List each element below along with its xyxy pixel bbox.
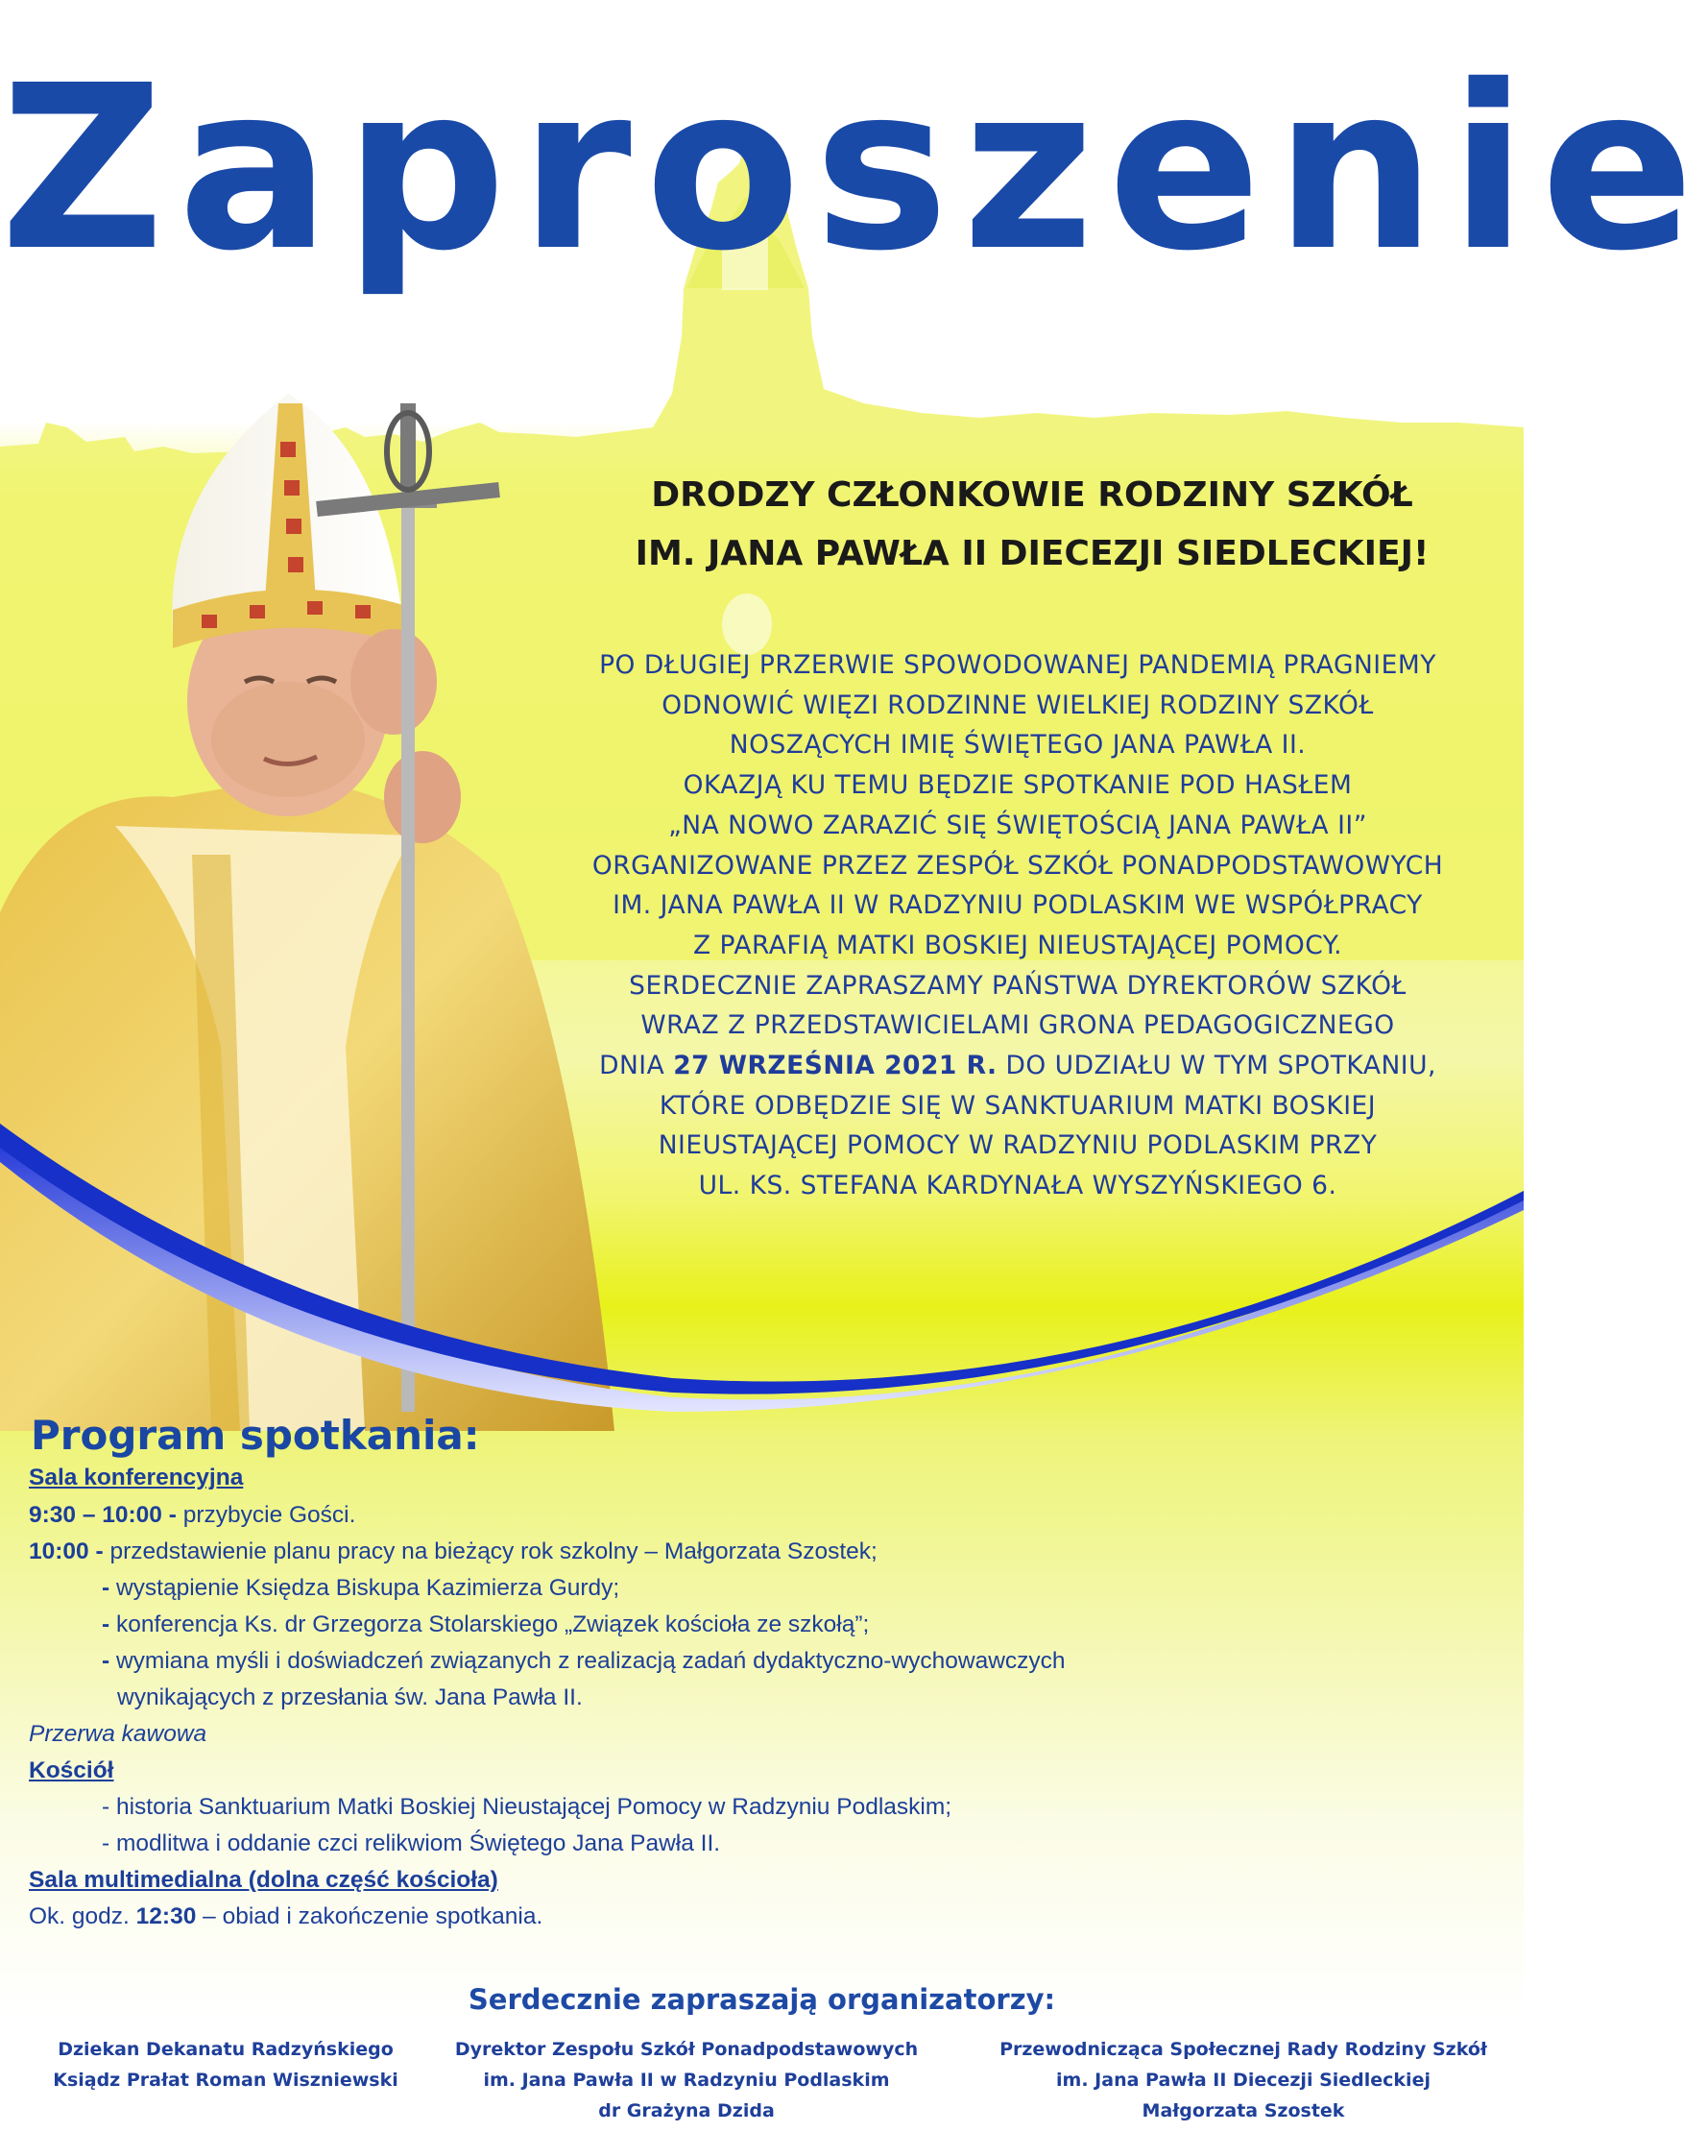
- invite-line-2: ODNOWIĆ WIĘZI RODZINNE WIELKIEJ RODZINY SZKÓŁ: [662, 690, 1374, 720]
- lunch-prefix: Ok. godz.: [29, 1903, 136, 1929]
- signature-right: [970, 2034, 1517, 2126]
- lunch-text: – obiad i zakończenie spotkania.: [196, 1903, 543, 1929]
- invite-line-3: NOSZĄCYCH IMIĘ ŚWIĘTEGO JANA PAWŁA II.: [729, 730, 1307, 761]
- conference-text: konferencja Ks. dr Grzegorza Stolarskiego „Związek kościoła ze szkołą”;: [109, 1611, 870, 1637]
- signature-center-line-2: im. Jana Pawła II w Radzyniu Podlaskim: [483, 2070, 890, 2091]
- program-item-exchange-cont: wynikających z przesłania św. Jana Pawła II.: [117, 1684, 583, 1710]
- invite-line-6: ORGANIZOWANE PRZEZ ZESPÓŁ SZKÓŁ PONADPODSTAWOWYCH: [591, 850, 1444, 881]
- signature-left-line-2: Ksiądz Prałat Roman Wiszniewski: [53, 2070, 398, 2091]
- program-item-exchange: [102, 1648, 1066, 1675]
- invite-line-7: IM. JANA PAWŁA II W RADZYNIU PODLASKIM WE WSPÓŁPRACY: [613, 890, 1423, 921]
- program-item-bishop: [102, 1575, 619, 1602]
- invite-date-line: [518, 1046, 1517, 1086]
- time-1000: 10:00 -: [29, 1538, 104, 1564]
- sala-konferencyjna-label: Sala konferencyjna: [29, 1465, 244, 1490]
- invite-line-4: OKAZJĄ KU TEMU BĘDZIE SPOTKANIE POD HASŁEM: [683, 770, 1353, 801]
- exchange-text: wymiana myśli i doświadczeń związanych z realizacją zadań dydaktyczno-wychowawczych: [109, 1648, 1066, 1674]
- coffee-break-label: Przerwa kawowa: [29, 1721, 207, 1747]
- invite-line-1: PO DŁUGIEJ PRZERWIE SPOWODOWANEJ PANDEMIĄ PRAGNIEMY: [599, 650, 1436, 680]
- heading-line-1: DRODZY CZŁONKOWIE RODZINY SZKÓŁ: [651, 475, 1413, 515]
- signature-center-line-3: dr Grażyna Dzida: [598, 2100, 775, 2121]
- invite-line-12: KTÓRE ODBĘDZIE SIĘ W SANKTUARIUM MATKI BOSKIEJ: [659, 1090, 1377, 1121]
- poster-title: Zaproszenie: [0, 36, 1708, 301]
- heading-line-2: IM. JANA PAWŁA II DIECEZJI SIEDLECKIEJ!: [635, 534, 1430, 573]
- invite-line-10: WRAZ Z PRZEDSTAWICIELAMI GRONA PEDAGOGICZNEGO: [640, 1010, 1395, 1041]
- signature-right-line-1: Przewodnicząca Społecznej Rady Rodziny Szkół: [999, 2039, 1487, 2060]
- kosciol-label: Kościół: [29, 1757, 114, 1783]
- sala-multimedialna-label: Sala multimedialna (dolna część kościoła): [29, 1867, 498, 1893]
- date-prefix: DNIA: [599, 1051, 674, 1081]
- invite-line-8: Z PARAFIĄ MATKI BOSKIEJ NIEUSTAJĄCEJ POMOCY.: [692, 930, 1343, 960]
- dash-1: -: [102, 1575, 110, 1601]
- signature-center: [422, 2034, 950, 2126]
- program-row-arrival: [29, 1502, 355, 1529]
- invite-line-14: UL. KS. STEFANA KARDYNAŁA WYSZYŃSKIEGO 6.: [698, 1171, 1337, 1201]
- program-break: [29, 1721, 206, 1748]
- arrival-time: 9:30 – 10:00 -: [29, 1502, 177, 1528]
- program-kosciol: [29, 1757, 114, 1784]
- program-item-conference: [102, 1611, 869, 1638]
- arrival-text: przybycie Gości.: [176, 1502, 356, 1528]
- signature-left-line-1: Dziekan Dekanatu Radzyńskiego: [58, 2039, 394, 2060]
- invite-line-13: NIEUSTAJĄCEJ POMOCY W RADZYNIU PODLASKIM PRZY: [658, 1130, 1378, 1161]
- blue-wave-decoration: [0, 1104, 1524, 1431]
- program-row-lunch: [29, 1903, 542, 1930]
- invite-line-5: „NA NOWO ZARAZIĆ SIĘ ŚWIĘTOŚCIĄ JANA PAWŁA II”: [668, 810, 1367, 840]
- closing-line: Serdecznie zapraszają organizatorzy:: [468, 1983, 1056, 2016]
- lunch-time: 12:30: [135, 1903, 197, 1929]
- signature-center-line-1: Dyrektor Zespołu Szkół Ponadpodstawowych: [454, 2039, 919, 2060]
- program-row-1000: [29, 1538, 878, 1565]
- plan-presentation-text: przedstawienie planu pracy na bieżący rok szkolny – Małgorzata Szostek;: [103, 1538, 878, 1564]
- event-date: 27 WRZEŚNIA 2021 R.: [673, 1051, 998, 1081]
- signature-left: [19, 2034, 432, 2095]
- program-title: Program spotkania:: [31, 1412, 480, 1459]
- program-sala-konferencyjna: [29, 1465, 243, 1491]
- dash-2: -: [102, 1611, 110, 1637]
- program-item-history: - historia Sanktuarium Matki Boskiej Nieustającej Pomocy w Radzyniu Podlaskim;: [102, 1794, 952, 1820]
- dash-3: -: [102, 1648, 110, 1674]
- program-item-relics: - modlitwa i oddanie czci relikwiom Świętego Jana Pawła II.: [102, 1830, 721, 1856]
- program-sala-multimedialna: [29, 1867, 498, 1894]
- signature-right-line-2: im. Jana Pawła II Diecezji Siedleckiej: [1056, 2070, 1431, 2091]
- signature-right-line-3: Małgorzata Szostek: [1142, 2100, 1345, 2121]
- date-suffix: DO UDZIAŁU W TYM SPOTKANIU,: [997, 1051, 1436, 1081]
- invite-line-9: SERDECZNIE ZAPRASZAMY PAŃSTWA DYREKTORÓW SZKÓŁ: [629, 970, 1407, 1001]
- bishop-speech-text: wystąpienie Księdza Biskupa Kazimierza Gurdy;: [109, 1575, 620, 1601]
